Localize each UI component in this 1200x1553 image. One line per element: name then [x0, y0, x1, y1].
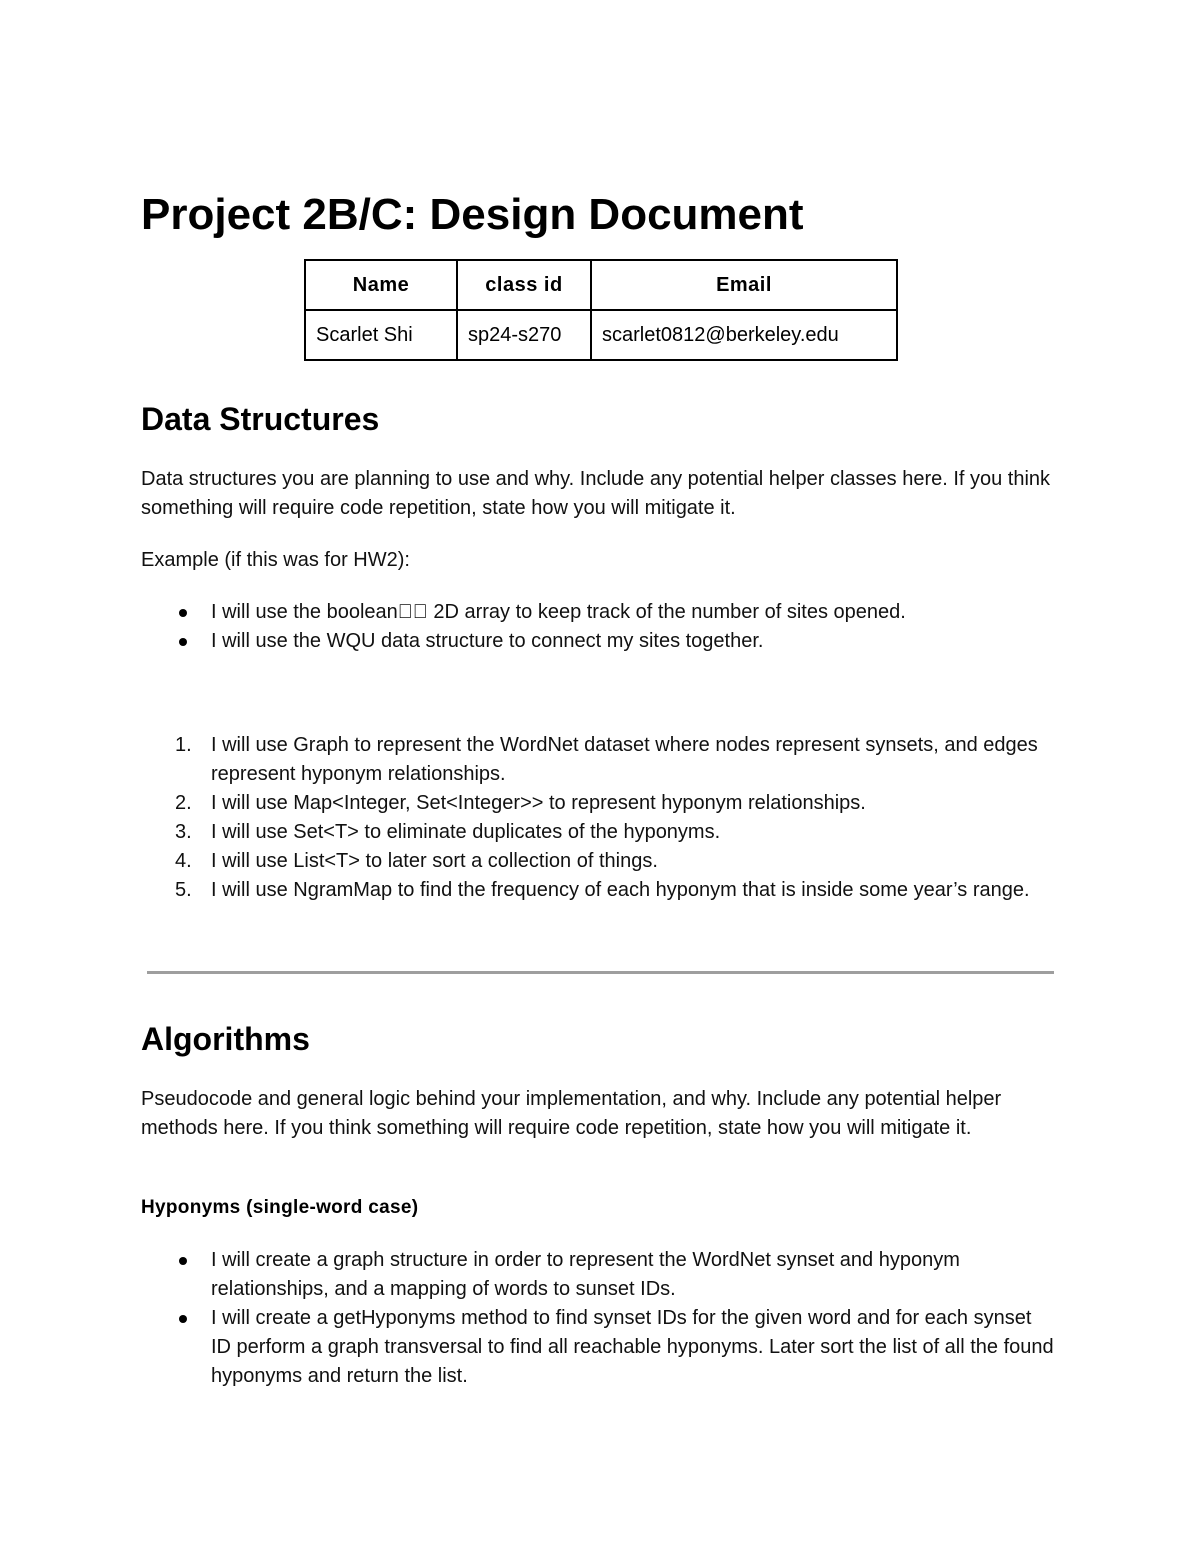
list-item [141, 1304, 1056, 1391]
student-info-table [304, 259, 898, 361]
bullet-icon [179, 638, 187, 646]
table-header-class-id: class id [457, 260, 591, 310]
table-cell-email: scarlet0812@berkeley.edu [591, 310, 897, 360]
list-item [141, 818, 1056, 847]
list-item-text: I will use Map<Integer, Set<Integer>> to represent hyponym relationships. [211, 792, 866, 814]
list-item-text: I will use the boolean 2D array to keep track of the number of sites opened. [211, 601, 876, 623]
list-item-number: 2. [175, 792, 192, 814]
list-item [141, 1246, 1056, 1304]
list-item [141, 598, 1056, 627]
list-item-text: I will use NgramMap to find the frequency of each hyponym that is inside some year’s range. [211, 879, 1030, 901]
list-item-text: I will use Set<T> to eliminate duplicates of the hyponyms. [211, 821, 721, 843]
algorithms-heading: Algorithms [141, 1021, 310, 1057]
table-header-name: Name [305, 260, 457, 310]
table-row [305, 310, 897, 360]
list-item-text: I will create a graph structure in order to represent the WordNet synset and hyponym relationships, and a mapping of words to sunset IDs. [211, 1249, 960, 1300]
list-item-text: I will create a getHyponyms method to find synset IDs for the given word and for each synset ID perform a graph transversal to find all reachable hyponyms. Later sort the list of all the found hyponyms and return the list. [211, 1307, 1054, 1387]
list-item [141, 847, 1056, 876]
list-item-number: 5. [175, 879, 192, 901]
data-structures-heading: Data Structures [141, 401, 380, 437]
hyponyms-subheading: Hyponyms (single-word case) [141, 1197, 419, 1218]
list-item [141, 789, 1056, 818]
algorithms-intro: Pseudocode and general logic behind your implementation, and why. Include any potential helper methods here. If you think something will require code repetition, state how you will mitigate it. [141, 1088, 1002, 1139]
list-item-number: 1. [175, 734, 192, 756]
document-title: Project 2B/C: Design Document [141, 190, 804, 239]
bullet-icon [179, 1315, 187, 1323]
list-item-number: 3. [175, 821, 192, 843]
table-cell-name: Scarlet Shi [305, 310, 457, 360]
table-cell-class-id: sp24-s270 [457, 310, 591, 360]
list-item-text: I will use the WQU data structure to connect my sites together. [211, 630, 764, 652]
table-header-row [305, 260, 897, 310]
list-item [141, 876, 1056, 905]
algorithms-bullet-list [141, 1246, 1056, 1391]
table-header-email: Email [591, 260, 897, 310]
data-structures-intro: Data structures you are planning to use and why. Include any potential helper classes here. If you think something will require code repetition, state how you will mitigate it. [141, 468, 1051, 519]
example-bullet-list [141, 598, 1056, 656]
list-item-text: I will use List<T> to later sort a collection of things. [211, 850, 658, 872]
horizontal-divider [147, 971, 1054, 974]
list-item-number: 4. [175, 850, 192, 872]
list-item [141, 731, 1056, 789]
example-label: Example (if this was for HW2): [141, 549, 410, 571]
list-item [141, 627, 1056, 656]
data-structures-numbered-list [141, 731, 1056, 905]
list-item-text: I will use Graph to represent the WordNet dataset where nodes represent synsets, and edges represent hyponym relationships. [211, 734, 1038, 785]
bullet-icon [179, 1257, 187, 1265]
bullet-icon [179, 609, 187, 617]
